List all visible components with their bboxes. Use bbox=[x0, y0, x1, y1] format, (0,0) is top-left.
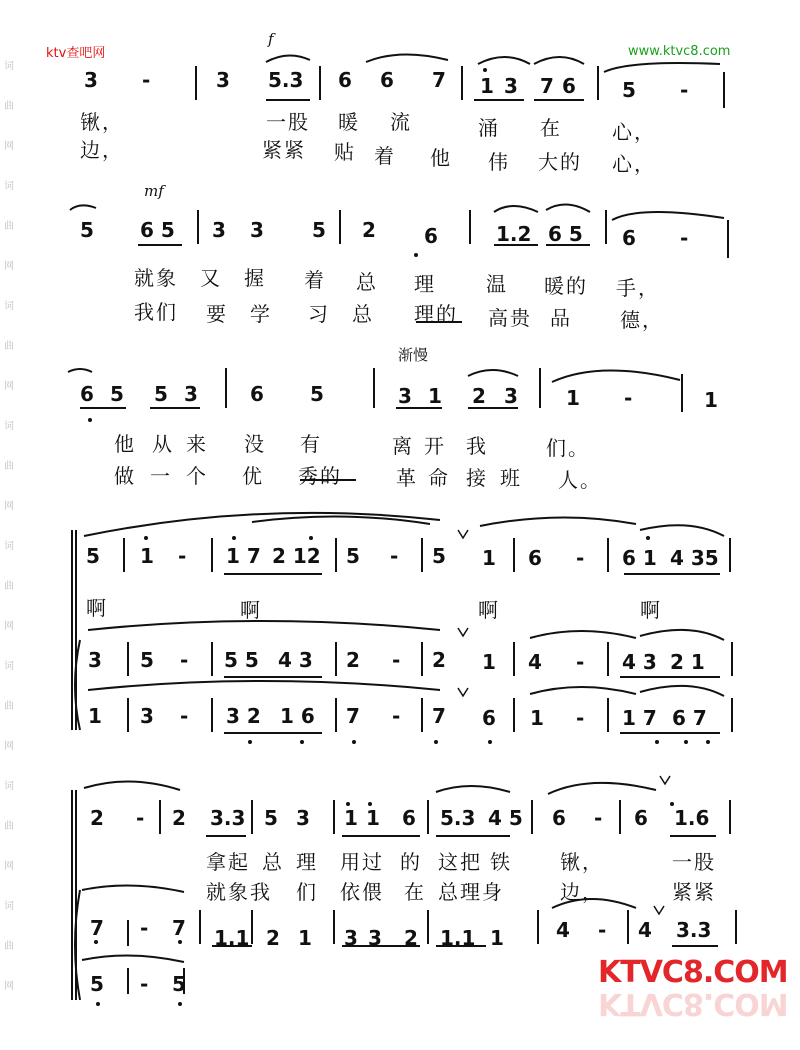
note: 5 bbox=[346, 544, 360, 568]
lyric: 一股 bbox=[266, 110, 310, 134]
lyric: 高贵 bbox=[488, 306, 532, 330]
lyric: 啊 bbox=[240, 598, 262, 622]
note: 4 3 bbox=[622, 650, 657, 674]
note: 6 1 bbox=[622, 546, 657, 570]
lyric: 接 bbox=[466, 466, 488, 490]
note: 1 bbox=[88, 704, 102, 728]
note: 1 bbox=[140, 544, 154, 568]
lyric: 伟 bbox=[488, 150, 510, 174]
note: 2 bbox=[346, 648, 360, 672]
side-char: 网 bbox=[4, 981, 14, 992]
lyric: 没 bbox=[244, 432, 266, 456]
note: 4 bbox=[638, 918, 652, 942]
lyric: 的 bbox=[400, 850, 422, 874]
note: - bbox=[180, 704, 189, 728]
dynamic-marking: f bbox=[268, 30, 274, 48]
side-char: 词 bbox=[4, 181, 14, 192]
lyric: 习 bbox=[308, 302, 330, 326]
lyric: 人。 bbox=[558, 468, 602, 492]
ktvc8-logo: KTVC8.COM bbox=[598, 955, 788, 990]
lyric: 我 bbox=[466, 434, 488, 458]
note: 5 bbox=[264, 806, 278, 830]
note: 1 bbox=[344, 806, 358, 830]
note: 1 bbox=[482, 650, 496, 674]
note: 7 bbox=[540, 74, 554, 98]
lyric: 们。 bbox=[546, 436, 590, 460]
note: 3 bbox=[250, 218, 264, 242]
lyric: 总 bbox=[356, 270, 378, 294]
lyric: 锹， bbox=[80, 110, 124, 134]
lyric: 一 bbox=[150, 464, 172, 488]
side-char: 词 bbox=[4, 301, 14, 312]
lyric: 从 bbox=[152, 432, 174, 456]
side-char: 网 bbox=[4, 741, 14, 752]
lyric: 贴 bbox=[334, 140, 356, 164]
dynamic-marking: mf bbox=[144, 182, 164, 200]
lyric: 握 bbox=[244, 266, 266, 290]
note: 5 bbox=[312, 218, 326, 242]
note: - bbox=[180, 648, 189, 672]
note: 5 bbox=[90, 972, 104, 996]
lyric: 心， bbox=[612, 120, 656, 144]
lyric: 理 bbox=[296, 850, 318, 874]
lyric: 们 bbox=[296, 880, 318, 904]
side-char: 曲 bbox=[4, 221, 14, 232]
lyric: 拿起 bbox=[206, 850, 250, 874]
note: 2 bbox=[266, 926, 280, 950]
note: 6 bbox=[552, 806, 566, 830]
site-watermark-left[interactable]: ktv查吧网 bbox=[46, 46, 106, 61]
note: 4 bbox=[556, 918, 570, 942]
note: 3 bbox=[504, 384, 518, 408]
lyric: 锹， bbox=[560, 850, 604, 874]
lyric: 暖 bbox=[338, 110, 360, 134]
lyric: 他 bbox=[430, 146, 452, 170]
lyric: 班 bbox=[500, 466, 522, 490]
lyric: 啊 bbox=[86, 596, 108, 620]
note: 2 bbox=[472, 384, 486, 408]
lyric: 温 bbox=[486, 272, 508, 296]
side-char: 曲 bbox=[4, 341, 14, 352]
note: 3 bbox=[140, 704, 154, 728]
lyric: 做 bbox=[114, 464, 136, 488]
note: 5 bbox=[432, 544, 446, 568]
note: 3 bbox=[216, 68, 230, 92]
side-char: 曲 bbox=[4, 101, 14, 112]
note: 6 bbox=[380, 68, 394, 92]
lyric: 革 bbox=[396, 466, 418, 490]
note: 3 bbox=[344, 926, 358, 950]
lyric: 着 bbox=[374, 144, 396, 168]
note: 2 bbox=[404, 926, 418, 950]
note: 1.1 bbox=[214, 926, 250, 950]
lyric: 啊 bbox=[478, 598, 500, 622]
lyric: 这把 bbox=[438, 850, 482, 874]
side-char: 词 bbox=[4, 61, 14, 72]
note: 1 bbox=[566, 386, 580, 410]
lyric: 铁 bbox=[490, 850, 512, 874]
note: 1 7 bbox=[226, 544, 261, 568]
note: - bbox=[178, 544, 187, 568]
side-char: 网 bbox=[4, 261, 14, 272]
note: 2 12 bbox=[272, 544, 321, 568]
note: 2 1 bbox=[670, 650, 705, 674]
side-char: 词 bbox=[4, 421, 14, 432]
note: 6 bbox=[338, 68, 352, 92]
lyric: 开 bbox=[424, 434, 446, 458]
lyric: 我们 bbox=[134, 300, 178, 324]
note: 1 6 bbox=[280, 704, 315, 728]
note: 1.1 bbox=[440, 926, 476, 950]
side-char: 词 bbox=[4, 661, 14, 672]
note: 7 bbox=[172, 916, 186, 940]
note: 7 bbox=[432, 704, 446, 728]
note: - bbox=[142, 68, 151, 92]
lyric: 来 bbox=[186, 432, 208, 456]
note: 3 bbox=[88, 648, 102, 672]
lyric: 总 bbox=[262, 850, 284, 874]
note: 1.6 bbox=[674, 806, 710, 830]
note: 5 bbox=[622, 78, 636, 102]
note: 6 bbox=[482, 706, 496, 730]
note: - bbox=[594, 806, 603, 830]
note: 5.3 bbox=[440, 806, 476, 830]
note: 1 bbox=[428, 384, 442, 408]
lyric: 个 bbox=[186, 464, 208, 488]
lyric: 暖的 bbox=[544, 274, 588, 298]
site-watermark-right[interactable]: www.ktvc8.com bbox=[628, 44, 731, 59]
tempo-marking: 渐慢 bbox=[398, 346, 429, 364]
note: - bbox=[680, 226, 689, 250]
note: 2 bbox=[432, 648, 446, 672]
lyric: 手， bbox=[616, 276, 660, 300]
note: 7 bbox=[432, 68, 446, 92]
note: 6 bbox=[634, 806, 648, 830]
side-char: 网 bbox=[4, 861, 14, 872]
lyric: 在 bbox=[540, 116, 562, 140]
note: - bbox=[576, 546, 585, 570]
note: 6 bbox=[622, 226, 636, 250]
note: 5 bbox=[310, 382, 324, 406]
note: - bbox=[390, 544, 399, 568]
note: 3.3 bbox=[210, 806, 246, 830]
note: 5.3 bbox=[268, 68, 304, 92]
note: - bbox=[680, 78, 689, 102]
note: 6 7 bbox=[672, 706, 707, 730]
note: 2 bbox=[172, 806, 186, 830]
note: 5 bbox=[80, 218, 94, 242]
lyric: 在 bbox=[404, 880, 426, 904]
note: - bbox=[136, 806, 145, 830]
lyric: 大的 bbox=[538, 150, 582, 174]
lyric: 就象 bbox=[134, 266, 178, 290]
note: 4 bbox=[528, 650, 542, 674]
lyric: 涌 bbox=[478, 116, 500, 140]
note: 3 bbox=[296, 806, 310, 830]
note: 3 bbox=[398, 384, 412, 408]
lyric: 德， bbox=[620, 308, 664, 332]
note: 1 bbox=[366, 806, 380, 830]
note: 2 bbox=[362, 218, 376, 242]
lyric: 又 bbox=[200, 266, 222, 290]
note: 5 5 bbox=[224, 648, 259, 672]
note: 3 bbox=[368, 926, 382, 950]
lyric: 边， bbox=[80, 138, 124, 162]
ktvc8-logo-reflection: KTVC8.COM bbox=[598, 986, 788, 1021]
side-char: 曲 bbox=[4, 461, 14, 472]
note: 1 7 bbox=[622, 706, 657, 730]
side-char: 词 bbox=[4, 541, 14, 552]
note: 6 bbox=[562, 74, 576, 98]
note: 4 3 bbox=[278, 648, 313, 672]
note: 5 bbox=[154, 382, 168, 406]
note: 1 bbox=[530, 706, 544, 730]
note: 6 5 bbox=[140, 218, 175, 242]
note: - bbox=[576, 650, 585, 674]
lyric: 紧紧 bbox=[262, 138, 306, 162]
note: 6 bbox=[80, 382, 94, 406]
note: - bbox=[598, 918, 607, 942]
note: 5 bbox=[110, 382, 124, 406]
note: 4 5 bbox=[488, 806, 523, 830]
note: 3 2 bbox=[226, 704, 261, 728]
lyric: 优 bbox=[242, 464, 264, 488]
note: 6 bbox=[250, 382, 264, 406]
side-char: 网 bbox=[4, 381, 14, 392]
note: 3 bbox=[504, 74, 518, 98]
side-char: 网 bbox=[4, 621, 14, 632]
note: 1.2 bbox=[496, 222, 532, 246]
lyric: 离 bbox=[392, 434, 414, 458]
lyric: 秀的 bbox=[298, 464, 342, 488]
lyric: 紧紧 bbox=[672, 880, 716, 904]
note: 5 bbox=[86, 544, 100, 568]
note: 5 bbox=[140, 648, 154, 672]
lyric: 一股 bbox=[672, 850, 716, 874]
note: 6 bbox=[402, 806, 416, 830]
note: 3 bbox=[184, 382, 198, 406]
note: - bbox=[624, 386, 633, 410]
note: - bbox=[392, 704, 401, 728]
lyric: 命 bbox=[428, 466, 450, 490]
lyric: 啊 bbox=[640, 598, 662, 622]
lyric: 边， bbox=[560, 880, 604, 904]
note: 1 bbox=[480, 74, 494, 98]
note: 3.3 bbox=[676, 918, 712, 942]
note: 6 5 bbox=[548, 222, 583, 246]
lyric: 他 bbox=[114, 432, 136, 456]
side-char: 曲 bbox=[4, 821, 14, 832]
note: 3 bbox=[84, 68, 98, 92]
note: - bbox=[392, 648, 401, 672]
note: - bbox=[576, 706, 585, 730]
side-char: 词 bbox=[4, 901, 14, 912]
side-char: 网 bbox=[4, 501, 14, 512]
note: 1 bbox=[298, 926, 312, 950]
lyric: 就象我 bbox=[206, 880, 272, 904]
note: 6 bbox=[528, 546, 542, 570]
note: 1 bbox=[482, 546, 496, 570]
lyric: 有 bbox=[300, 432, 322, 456]
note: 1 bbox=[490, 926, 504, 950]
side-char: 曲 bbox=[4, 701, 14, 712]
side-char: 曲 bbox=[4, 941, 14, 952]
lyric: 总 bbox=[352, 302, 374, 326]
lyric: 总理身 bbox=[438, 880, 504, 904]
lyric: 用过 bbox=[340, 850, 384, 874]
note: 7 bbox=[346, 704, 360, 728]
side-char: 曲 bbox=[4, 581, 14, 592]
lyric: 要 bbox=[206, 302, 228, 326]
note: 7 bbox=[90, 916, 104, 940]
note: 2 bbox=[90, 806, 104, 830]
lyric: 学 bbox=[250, 302, 272, 326]
lyric: 依偎 bbox=[340, 880, 384, 904]
note: 1 bbox=[704, 388, 718, 412]
side-char: 词 bbox=[4, 781, 14, 792]
side-char: 网 bbox=[4, 141, 14, 152]
lyric: 着 bbox=[304, 268, 326, 292]
note: 6 bbox=[424, 224, 438, 248]
lyric: 流 bbox=[390, 110, 412, 134]
lyric: 心， bbox=[612, 152, 656, 176]
note: 5 bbox=[172, 972, 186, 996]
note: - bbox=[140, 916, 149, 940]
note: - bbox=[140, 972, 149, 996]
lyric: 理的 bbox=[414, 302, 458, 326]
note: 3 bbox=[212, 218, 226, 242]
lyric: 品 bbox=[550, 306, 572, 330]
lyric: 理 bbox=[414, 272, 436, 296]
note: 4 35 bbox=[670, 546, 719, 570]
